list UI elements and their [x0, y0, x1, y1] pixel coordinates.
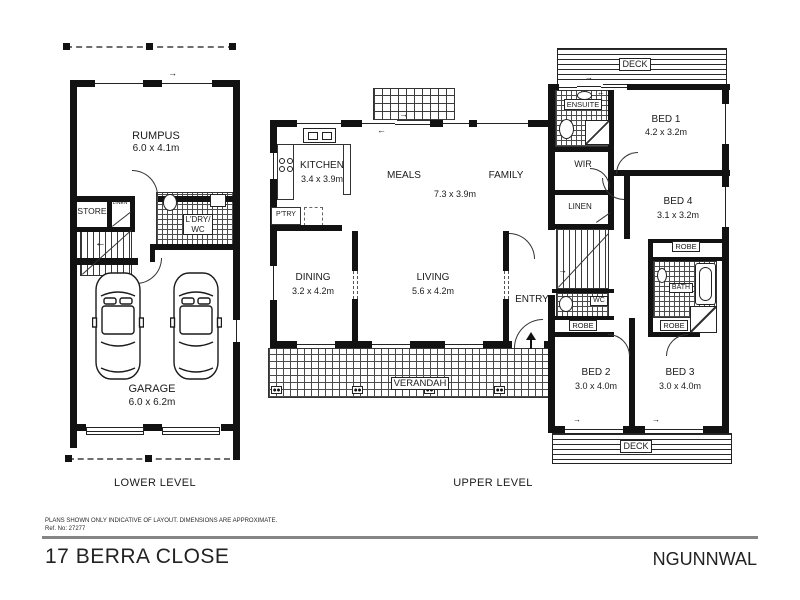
room-label-bed3: BED 3 [665, 367, 695, 378]
room-label-wir: WIR [574, 159, 592, 169]
sq [145, 455, 152, 462]
sliding-door [645, 426, 703, 433]
boxed: ROBE [660, 320, 687, 331]
window [443, 120, 469, 127]
room-dims-living: 5.6 x 4.2m [411, 286, 455, 296]
wall [70, 227, 135, 232]
boxed: ROBE [672, 241, 699, 252]
wall [70, 424, 86, 431]
room-label-living: LIVING [416, 272, 450, 283]
garage-door [86, 427, 144, 435]
door-arc [509, 233, 535, 259]
room-label-entry: ENTRY [515, 294, 549, 305]
sliding-door [395, 121, 430, 127]
room-dims-rumpus: 6.0 x 4.1m [132, 143, 180, 154]
boxed: VERANDAH [391, 377, 450, 390]
line-h [293, 144, 350, 145]
rect [198, 298, 210, 304]
slider-arrow-icon: ← [377, 125, 386, 135]
room-label-rumpus: RUMPUS [132, 130, 180, 142]
room-label-dining: DINING [295, 272, 331, 283]
slider-arrow-icon: → [168, 68, 177, 78]
balcony-deck [373, 88, 455, 121]
toilet-icon [163, 194, 177, 211]
i [322, 132, 332, 140]
window [372, 341, 410, 348]
wall [70, 87, 77, 448]
boxed [183, 214, 214, 235]
slider-arrow-icon: → [585, 73, 593, 82]
wall [703, 426, 729, 433]
wall [335, 341, 372, 348]
verandah-post [494, 386, 505, 394]
rect [93, 318, 97, 327]
disclaimer-text: PLANS SHOWN ONLY INDICATIVE OF LAYOUT. DIMENSIONS ARE APPROXIMATE. [45, 518, 278, 524]
wall [430, 120, 443, 127]
wall [341, 120, 362, 127]
room-label-family: FAMILY [488, 170, 524, 181]
room-label-deck-bottom [606, 440, 666, 453]
wall [627, 84, 730, 90]
verandah-post [352, 386, 363, 394]
door-arc [132, 170, 158, 196]
slider-arrow-icon: → [652, 415, 660, 424]
rect [171, 318, 175, 327]
sliding-door [162, 80, 212, 87]
laundry-tub-icon [210, 194, 226, 207]
room-label-kitchen: KITCHEN [300, 160, 344, 171]
door-arc [608, 334, 630, 356]
room-label-robe-bed3 [650, 320, 698, 331]
room-dims-bed1: 4.2 x 3.2m [644, 127, 688, 137]
shower-icon [585, 120, 610, 145]
room-label-robe-bed4 [656, 241, 716, 252]
opening-arrow-icon: ← [320, 223, 330, 234]
wall [410, 341, 445, 348]
wall [469, 120, 477, 127]
sq [65, 455, 72, 462]
wall [548, 190, 614, 195]
lower-level-title: LOWER LEVEL [113, 477, 197, 489]
wall [548, 332, 614, 337]
toilet-icon [559, 119, 574, 139]
basin-icon [657, 268, 667, 283]
wall [233, 87, 240, 460]
window [297, 341, 335, 348]
slider-arrow-icon: → [399, 109, 408, 119]
g [171, 273, 222, 379]
room-dims-bed3: 3.0 x 4.0m [658, 381, 702, 391]
room-dims-bed4: 3.1 x 3.2m [656, 210, 700, 220]
wall [270, 341, 297, 348]
room-label-robe-bed2 [554, 320, 612, 331]
wall [352, 299, 358, 342]
garage-door [162, 427, 220, 435]
window [95, 80, 143, 87]
divider-line [42, 536, 758, 539]
slider-arrow-icon: → [573, 415, 581, 424]
wall [150, 244, 240, 250]
window [722, 104, 729, 144]
room-label-ensuite [552, 99, 614, 110]
window [477, 120, 528, 127]
car-icon [92, 270, 144, 382]
rect [104, 298, 116, 304]
wall [270, 225, 342, 231]
wall [143, 80, 162, 87]
boxed: ENSUITE [564, 99, 603, 110]
sq [229, 43, 236, 50]
property-suburb: NGUNNWAL [652, 549, 757, 569]
g [93, 273, 144, 379]
door-arc [666, 334, 688, 356]
wall [548, 426, 565, 433]
upper-level-title: UPPER LEVEL [453, 477, 533, 489]
boxed: DECK [619, 58, 650, 71]
boxed: WC [590, 296, 608, 306]
room-label-deck-top [605, 58, 665, 71]
wall [70, 80, 95, 87]
wall [143, 424, 162, 431]
room-label-bed2: BED 2 [581, 367, 611, 378]
sliding-door [565, 426, 623, 433]
room-label-wc [584, 296, 614, 306]
wall [212, 80, 240, 87]
room-label-meals: MEALS [387, 170, 421, 181]
stair-direction-arrow-icon: → [558, 265, 567, 275]
rect [140, 318, 144, 327]
room-label-bed1: BED 1 [651, 114, 681, 125]
wall [623, 426, 645, 433]
window [297, 120, 341, 127]
wall [221, 424, 240, 431]
verandah-post [271, 386, 282, 394]
boxed: BATH [669, 283, 693, 293]
door-arc [616, 152, 638, 174]
wall [70, 258, 138, 265]
kitchen-sink-icon [303, 128, 336, 143]
room-label-bath [658, 283, 704, 293]
car-icon [170, 270, 222, 382]
room-dims-garage: 6.0 x 6.2m [128, 397, 176, 408]
boxed: ROBE [569, 320, 596, 331]
reference-number: Ref. No: 27277 [45, 526, 86, 532]
rect [182, 298, 194, 304]
sq [63, 43, 70, 50]
door-arc [602, 178, 624, 200]
window [233, 320, 240, 342]
slider-arrow-icon: ← [597, 88, 605, 97]
room-dims-kitchen: 3.4 x 3.9m [300, 174, 344, 184]
room-label-store: STORE [77, 206, 107, 216]
laundry-line1: L'DRY/ [185, 215, 211, 224]
room-dims-meals-family: 7.3 x 3.9m [433, 189, 477, 199]
room-label-linen-lower: LINEN [112, 200, 128, 206]
rect [120, 298, 132, 304]
window [559, 84, 577, 90]
verandah-floor [268, 348, 554, 398]
room-label-verandah [370, 377, 470, 390]
wall [270, 120, 297, 127]
rect [218, 318, 222, 327]
kitchen-bench [277, 144, 294, 200]
room-label-bed4: BED 4 [663, 196, 693, 207]
room-label-laundry [168, 214, 228, 235]
diag [112, 211, 132, 227]
laundry-line2: WC [191, 224, 205, 234]
sq [146, 43, 153, 50]
wall [483, 341, 512, 348]
wall [552, 289, 614, 293]
stair-direction-arrow-icon: ← [95, 237, 106, 249]
wall [352, 231, 358, 271]
window [445, 341, 483, 348]
i [308, 132, 318, 140]
wall [648, 257, 722, 261]
boxed: DECK [620, 440, 651, 453]
room-label-garage: GARAGE [128, 383, 176, 395]
wall [548, 147, 614, 152]
room-label-pantry: P'TRY [276, 211, 296, 218]
wall [548, 224, 614, 229]
entry-arrow-icon [526, 332, 536, 340]
property-address: 17 BERRA CLOSE [45, 545, 230, 568]
room-dims-dining: 3.2 x 4.2m [291, 286, 335, 296]
room-dims-bed2: 3.0 x 4.0m [574, 381, 618, 391]
room-label-linen-upper: LINEN [568, 202, 592, 211]
